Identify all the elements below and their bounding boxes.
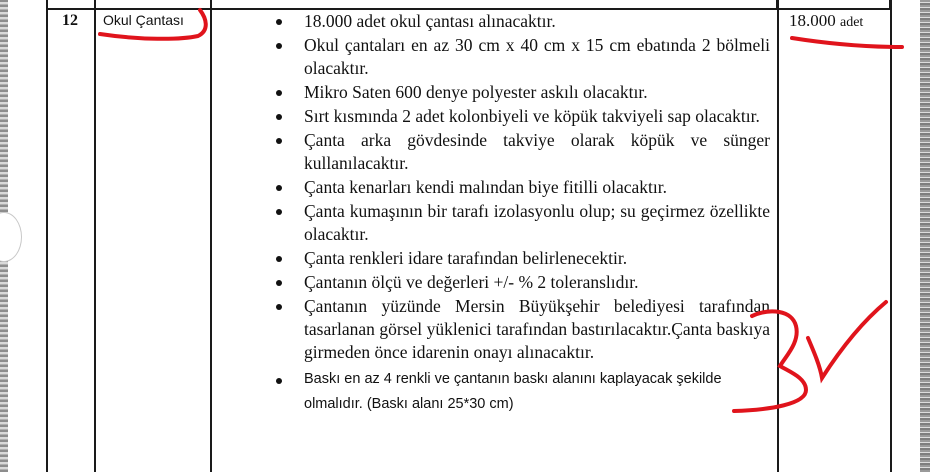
spec-list [276, 10, 770, 418]
previous-row-bottom [46, 0, 892, 8]
spec-item: Çantanın yüzünde Mersin Büyükşehir belediyesi tarafından tasarlanan görsel yüklenici tarafından bastırılacaktır.Çanta baskıya girmeden önce idarenin onayı alınacaktır. [276, 295, 770, 364]
col-border-right [890, 0, 892, 472]
spec-item: Baskı en az 4 renkli ve çantanın baskı alanını kaplayacak şekilde olmalıdır. (Baskı alanı 25*30 cm) [276, 367, 734, 417]
spec-item: 18.000 adet okul çantası alınacaktır. [276, 10, 770, 33]
underline-mark-quantity [792, 38, 902, 47]
spec-item: Çanta kumaşının bir tarafı izolasyonlu olup; su geçirmez özellikte olacaktır. [276, 200, 770, 246]
item-name: Okul Çantası [103, 12, 184, 28]
spec-item: Çantanın ölçü ve değerleri +/- % 2 toleranslıdır. [276, 271, 770, 294]
scan-right-edge [920, 0, 930, 472]
col-border-number [94, 0, 96, 472]
col-border-left [46, 0, 48, 472]
spec-item: Çanta renkleri idare tarafından belirlenecektir. [276, 247, 770, 270]
spec-item: Çanta arka gövdesinde takviye olarak köpük ve sünger kullanılacaktır. [276, 129, 770, 175]
quantity-unit: adet [840, 15, 864, 30]
spec-item: Sırt kısmında 2 adet kolonbiyeli ve köpük takviyeli sap olacaktır. [276, 105, 770, 128]
spec-item: Çanta kenarları kendi malından biye fitilli olacaktır. [276, 176, 770, 199]
punch-hole [0, 212, 22, 262]
col-border-specs [777, 0, 779, 472]
quantity-value: 18.000 [789, 11, 836, 30]
col-border-item [210, 0, 212, 472]
checkmark [808, 302, 886, 378]
row-number: 12 [62, 12, 78, 29]
spec-item: Mikro Saten 600 denye polyester askılı olacaktır. [276, 81, 770, 104]
quantity [789, 11, 863, 31]
spec-item: Okul çantaları en az 30 cm x 40 cm x 15 cm ebatında 2 bölmeli olacaktır. [276, 34, 770, 80]
